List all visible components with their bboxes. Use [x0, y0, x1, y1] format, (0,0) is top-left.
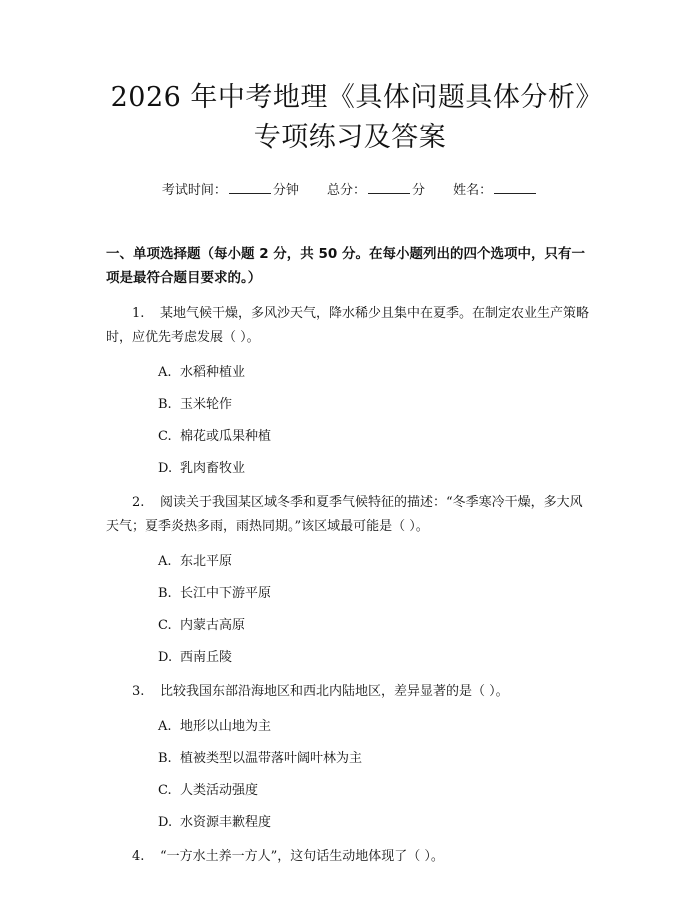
question-text: 阅读关于我国某区域冬季和夏季气候特征的描述：“冬季寒冷干燥，多大风天气；夏季炎热多雨，雨热同期。”该区域最可能是（ ）。 [106, 495, 583, 534]
exam-time-label: 考试时间： [161, 183, 227, 198]
question-number: 3. [132, 684, 145, 699]
option-text: 地形以山地为主 [180, 719, 272, 734]
option-a [158, 552, 594, 572]
total-score-blank [368, 180, 410, 194]
section-heading: 一、单项选择题（每小题 2 分，共 50 分。在每小题列出的四个选项中，只有一项是最符合题目要求的。） [106, 246, 585, 286]
option-text: 植被类型以温带落叶阔叶林为主 [180, 751, 363, 766]
option-list [106, 363, 594, 479]
student-name-field [453, 180, 538, 200]
option-letter: C. [158, 618, 172, 633]
option-letter: D. [158, 815, 173, 830]
option-letter: D. [158, 461, 173, 476]
option-c [158, 427, 594, 447]
total-score-field [327, 180, 425, 200]
option-a [158, 717, 594, 737]
question-stem [106, 680, 594, 704]
option-b [158, 749, 594, 769]
question-stem [106, 491, 594, 539]
student-name-blank [494, 180, 536, 194]
student-name-label: 姓名： [453, 183, 493, 198]
option-text: 棉花或瓜果种植 [180, 429, 272, 444]
option-list [106, 552, 594, 668]
option-text: 长江中下游平原 [180, 586, 272, 601]
question-text: “一方水土养一方人”，这句话生动地体现了（ ）。 [160, 849, 444, 864]
option-d [158, 648, 594, 668]
exam-time-unit: 分钟 [272, 183, 299, 198]
exam-time-field [162, 180, 299, 200]
option-letter: B. [158, 751, 172, 766]
total-score-label: 总分： [326, 183, 366, 198]
question-number: 4. [132, 849, 145, 864]
option-letter: C. [158, 783, 172, 798]
option-a [158, 363, 594, 383]
option-list [106, 717, 594, 833]
option-c [158, 781, 594, 801]
option-text: 水稻种植业 [180, 365, 246, 380]
option-text: 人类活动强度 [180, 783, 259, 798]
option-letter: A. [158, 365, 172, 380]
question-4 [106, 845, 594, 869]
question-stem [106, 845, 594, 869]
option-d [158, 813, 594, 833]
option-text: 乳肉畜牧业 [180, 461, 246, 476]
question-3 [106, 680, 594, 833]
question-2 [106, 491, 594, 668]
option-b [158, 584, 594, 604]
option-letter: D. [158, 650, 173, 665]
option-letter: A. [158, 719, 172, 734]
option-text: 玉米轮作 [180, 397, 233, 412]
exam-info-line [106, 180, 594, 200]
question-list [106, 302, 594, 869]
option-letter: C. [158, 429, 172, 444]
option-text: 水资源丰歉程度 [180, 815, 272, 830]
question-1 [106, 302, 594, 479]
question-number: 1. [132, 306, 145, 321]
exam-time-blank [229, 180, 271, 194]
total-score-unit: 分 [412, 183, 426, 198]
question-text: 某地气候干燥，多风沙天气，降水稀少且集中在夏季。在制定农业生产策略时，应优先考虑发展（ ）。 [106, 306, 590, 345]
document-title: 2026 年中考地理《具体问题具体分析》专项练习及答案 [110, 82, 590, 153]
option-letter: B. [158, 397, 172, 412]
option-c [158, 616, 594, 636]
option-text: 内蒙古高原 [180, 618, 246, 633]
question-stem [106, 302, 594, 350]
option-b [158, 395, 594, 415]
question-number: 2. [132, 495, 145, 510]
option-letter: B. [158, 586, 172, 601]
question-text: 比较我国东部沿海地区和西北内陆地区，差异显著的是（ ）。 [160, 684, 509, 699]
option-letter: A. [158, 554, 172, 569]
option-d [158, 459, 594, 479]
option-text: 东北平原 [180, 554, 233, 569]
option-text: 西南丘陵 [180, 650, 233, 665]
